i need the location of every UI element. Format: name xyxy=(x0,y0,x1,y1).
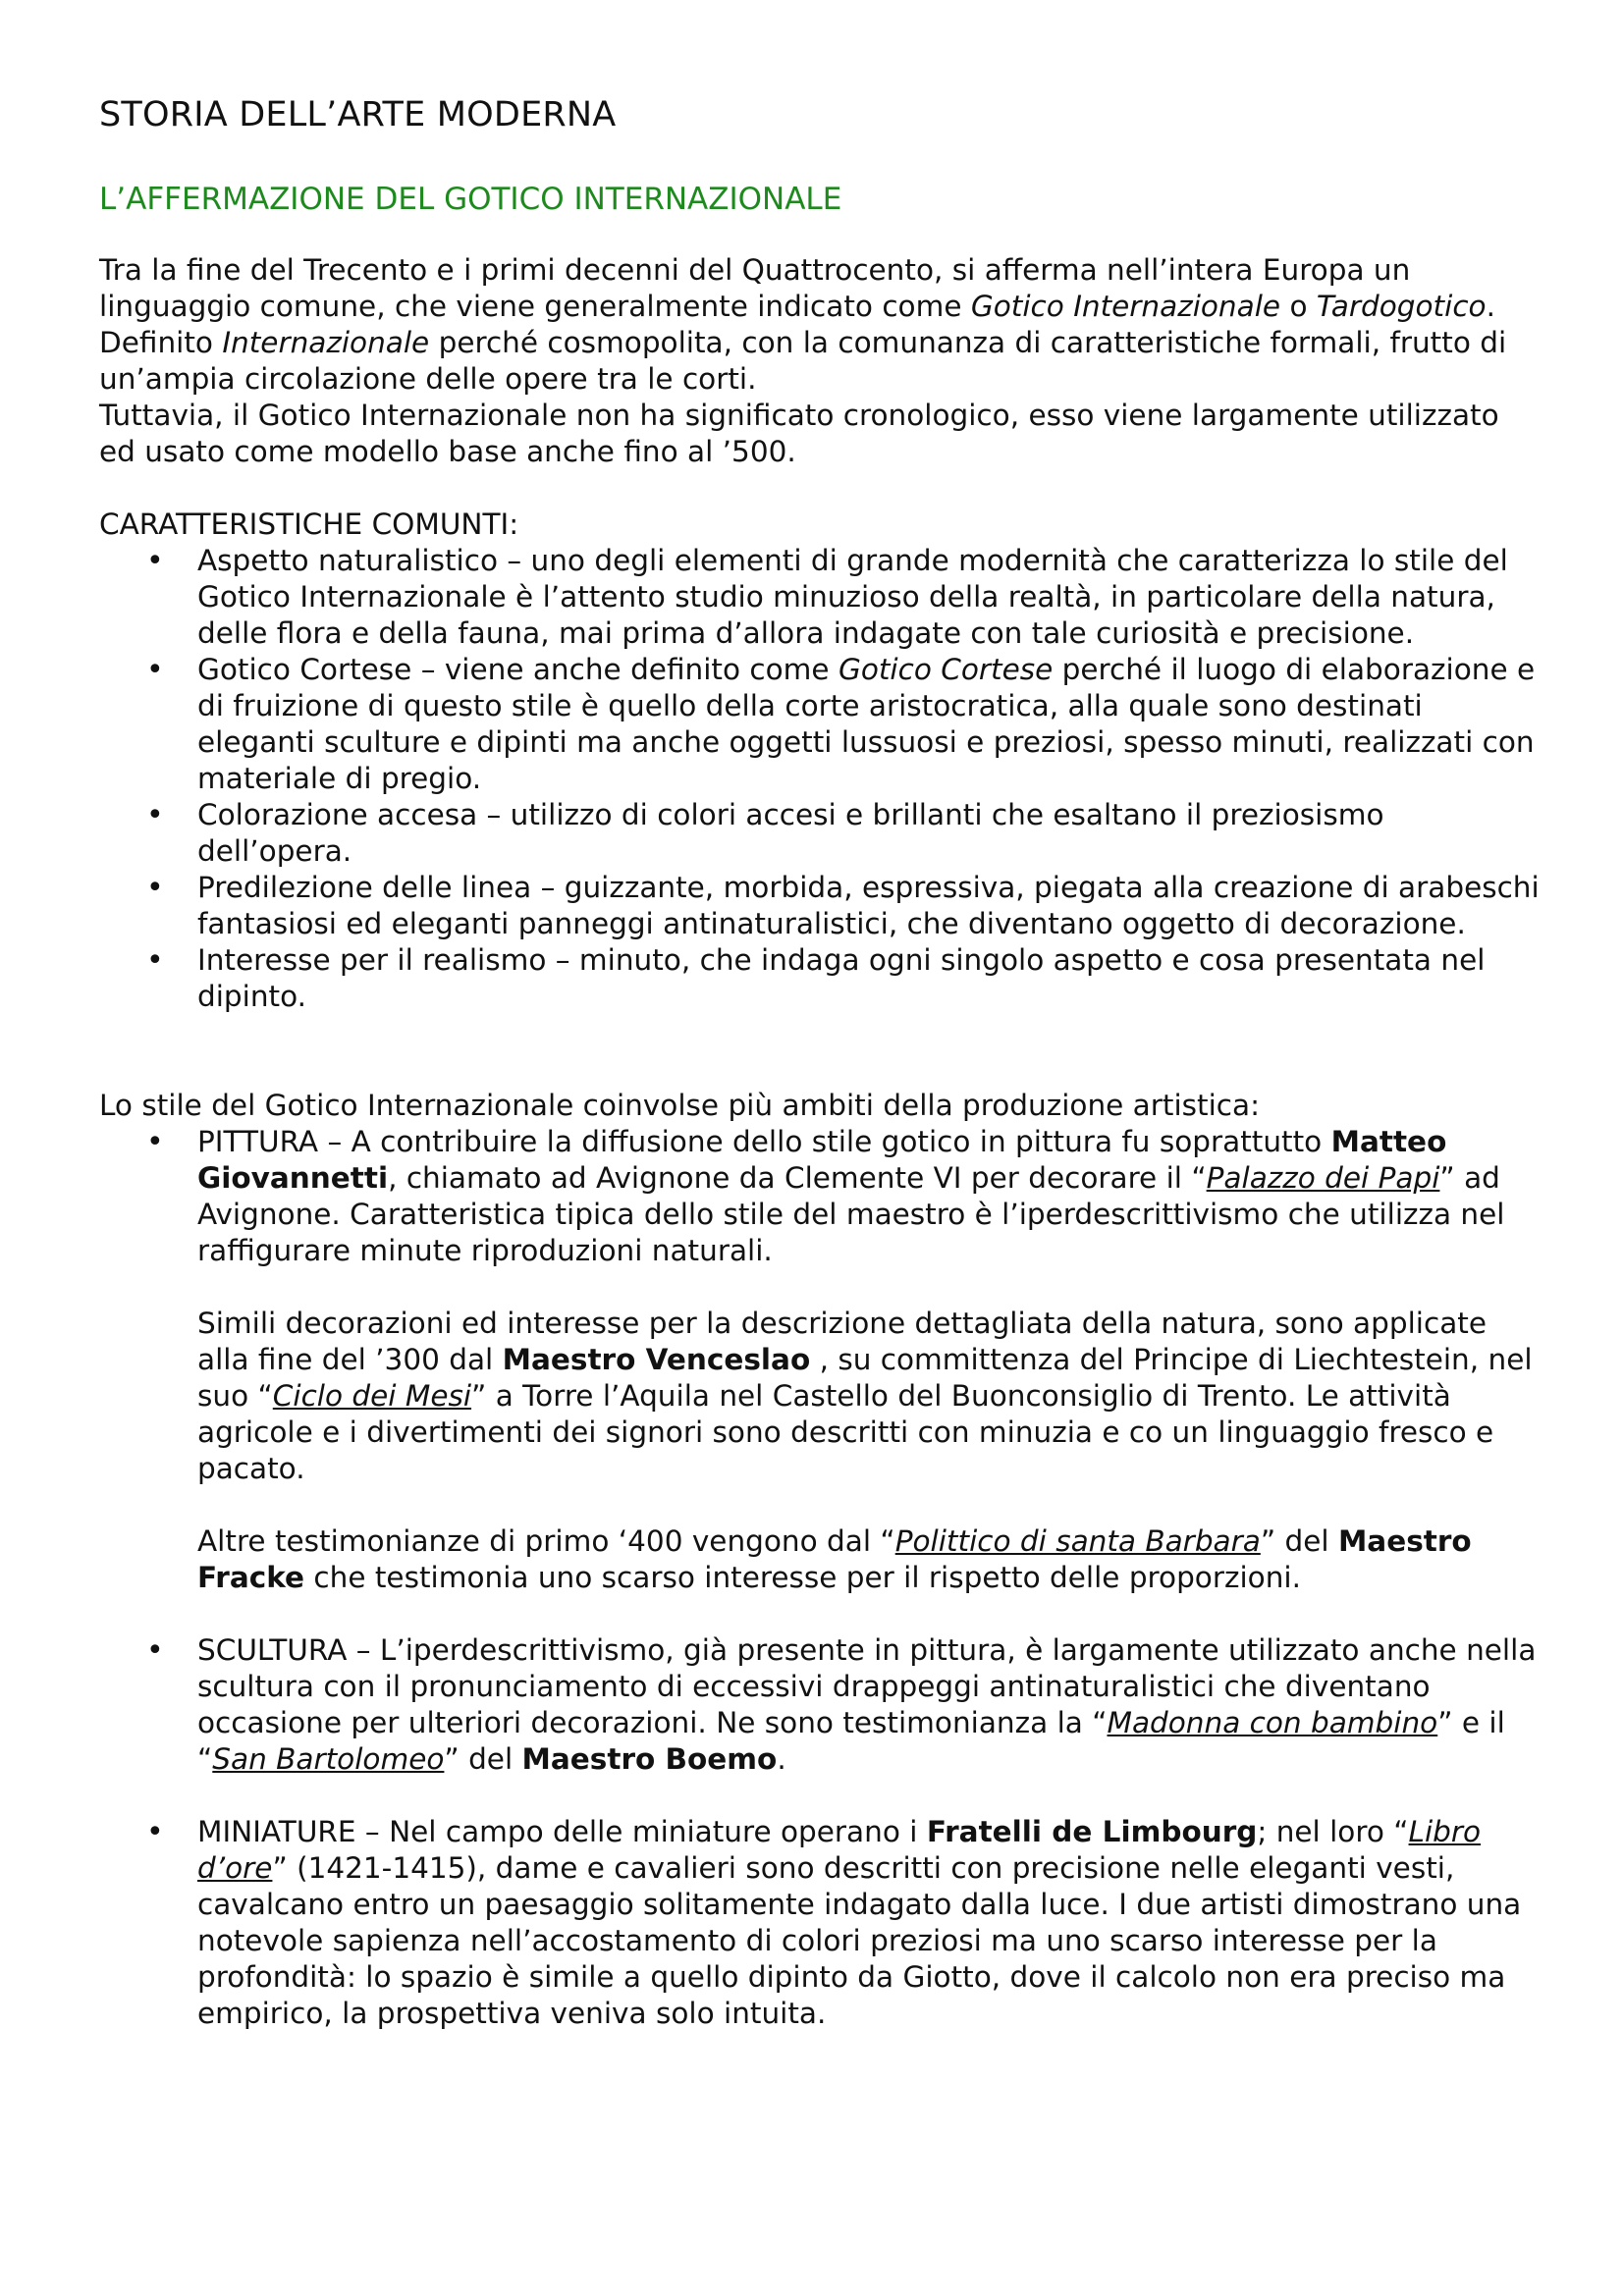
intro-paragraph: Tra la fine del Trecento e i primi decenni del Quattrocento, si afferma nell’intera Europa un linguaggio comune, che viene generalmente indicato come Gotico Internazionale o Tardogotico. Definito Internazionale perché cosmopolita, con la comunanza di caratteristiche formali, frutto di un’ampia circolazione delle opere tra le corti. xyxy=(99,252,1507,396)
intro-paragraph-2: Tuttavia, il Gotico Internazionale non ha significato cronologico, esso viene largamente utilizzato ed usato come modello base anche fino al ’500. xyxy=(99,398,1499,468)
list-item-pittura xyxy=(197,1124,1542,1596)
list-item: • Interesse per il realismo – minuto, che indaga ogni singolo aspetto e cosa presentata nel dipinto. xyxy=(197,942,1542,1015)
section-heading: L’AFFERMAZIONE DEL GOTICO INTERNAZIONALE xyxy=(99,181,842,217)
spacer xyxy=(99,1015,1542,1088)
document-page xyxy=(99,94,1542,2032)
fields-list xyxy=(99,1124,1542,2032)
pittura-paragraph-2: Simili decorazioni ed interesse per la descrizione dettagliata della natura, sono applicate alla fine del ’300 dal Maestro Venceslao , su committenza del Principe di Liechtestein, nel suo “Ciclo dei Mesi” a Torre l’Aquila nel Castello del Buonconsiglio di Trento. Le attività agricole e i divertimenti dei signori sono descritti con minuzia e co un linguaggio fresco e pacato. xyxy=(197,1306,1533,1485)
document-title: STORIA DELL’ARTE MODERNA xyxy=(99,95,617,134)
characteristics-label: CARATTERISTICHE COMUNTI: xyxy=(99,507,519,541)
artwork-title: Palazzo dei Papi xyxy=(1206,1160,1440,1195)
artwork-title: Polittico di santa Barbara xyxy=(894,1523,1261,1558)
characteristics-list xyxy=(99,543,1542,1015)
pittura-paragraph-3: Altre testimonianze di primo ‘400 vengono dal “Polittico di santa Barbara” del Maestro Fracke che testimonia uno scarso interesse per il rispetto delle proporzioni. xyxy=(197,1523,1472,1594)
list-item-scultura: • SCULTURA – L’iperdescrittivismo, già presente in pittura, è largamente utilizzato anche nella scultura con il pronunciamento di eccessivi drappeggi antinaturalistici che diventano occasione per ulteriori decorazioni. Ne sono testimonianza la “Madonna con bambino” e il “San Bartolomeo” del Maestro Boemo. xyxy=(197,1632,1542,1778)
fields-intro: Lo stile del Gotico Internazionale coinvolse più ambiti della produzione artistica: xyxy=(99,1088,1261,1122)
list-item-miniature: • MINIATURE – Nel campo delle miniature operano i Fratelli de Limbourg; nel loro “Libro d’ore” (1421-1415), dame e cavalieri sono descritti con precisione nelle eleganti vesti, cavalcano entro un paesaggio solitamente indagato dalla luce. I due artisti dimostrano una notevole sapienza nell’accostamento di colori preziosi ma uno scarso interesse per la profondità: lo spazio è simile a quello dipinto da Giotto, dove il calcolo non era preciso ma empirico, la prospettiva veniva solo intuita. xyxy=(197,1814,1542,2032)
artwork-title: Libro d’ore xyxy=(197,1814,1482,1885)
list-item: • Aspetto naturalistico – uno degli elementi di grande modernità che caratterizza lo stile del Gotico Internazionale è l’attento studio minuzioso della realtà, in particolare della natura, delle flora e della fauna, mai prima d’allora indagate con tale curiosità e precisione. xyxy=(197,543,1542,652)
list-item: • Gotico Cortese – viene anche definito come Gotico Cortese perché il luogo di elaborazione e di fruizione di questo stile è quello della corte aristocratica, alla quale sono destinati eleganti sculture e dipinti ma anche oggetti lussuosi e preziosi, spesso minuti, realizzati con materiale di pregio. xyxy=(197,652,1542,797)
artwork-title: Madonna con bambino xyxy=(1107,1705,1438,1739)
pittura-paragraph-1: • PITTURA – A contribuire la diffusione dello stile gotico in pittura fu soprattutto Matteo Giovannetti, chiamato ad Avignone da Clemente VI per decorare il “Palazzo dei Papi” ad Avignone. Caratteristica tipica dello stile del maestro è l’iperdescrittivismo che utilizza nel raffigurare minute riproduzioni naturali. xyxy=(197,1124,1505,1267)
artwork-title: San Bartolomeo xyxy=(212,1741,445,1776)
list-item: • Predilezione delle linea – guizzante, morbida, espressiva, piegata alla creazione di arabeschi fantasiosi ed eleganti panneggi antinaturalistici, che diventano oggetto di decorazione. xyxy=(197,870,1542,942)
artwork-title: Ciclo dei Mesi xyxy=(272,1378,472,1413)
list-item: • Colorazione accesa – utilizzo di colori accesi e brillanti che esaltano il preziosismo dell’opera. xyxy=(197,797,1542,870)
